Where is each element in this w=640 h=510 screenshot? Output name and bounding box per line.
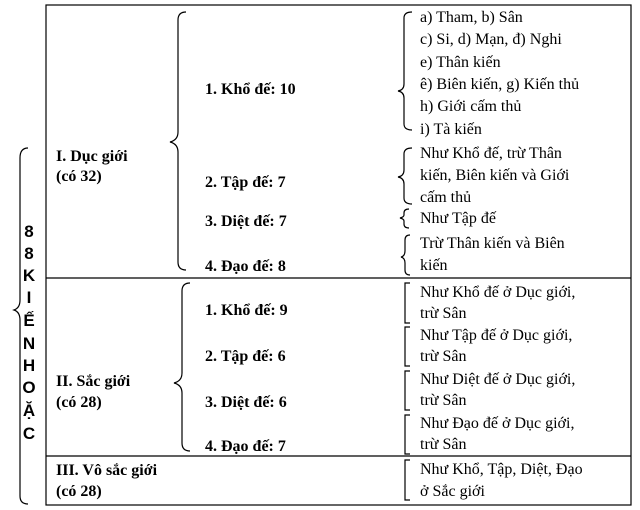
truth-label: 4. Đạo đế: 7 xyxy=(205,438,286,455)
root-letter: Ế xyxy=(23,311,35,330)
root-letter: N xyxy=(22,334,36,353)
detail-line: ê) Biên kiến, g) Kiến thủ xyxy=(420,76,580,93)
detail-line: trừ Sân xyxy=(420,436,467,453)
truth-label: 4. Đạo đế: 8 xyxy=(205,258,286,275)
detail-brace-4 xyxy=(401,235,410,275)
truth-label: 3. Diệt đế: 6 xyxy=(205,394,287,411)
root-letter: H xyxy=(22,356,36,375)
detail-line: trừ Sân xyxy=(420,392,467,409)
detail-bracket-7 xyxy=(405,371,410,410)
detail-line: e) Thân kiến xyxy=(420,54,501,71)
realm-1-name: I. Dục giới xyxy=(56,148,128,165)
detail-line: Như Diệt đế ở Dục giới, xyxy=(420,371,576,388)
realm-2-brace xyxy=(174,283,190,451)
root-letter: C xyxy=(22,424,36,443)
detail-line: ở Sắc giới xyxy=(420,483,485,500)
detail-line: Như Khổ đế ở Dục giới, xyxy=(420,284,576,301)
root-letter: I xyxy=(26,288,32,307)
detail-line: h) Giới cấm thủ xyxy=(420,98,522,115)
detail-brace-1 xyxy=(398,12,412,130)
truth-label: 1. Khổ đế: 9 xyxy=(205,302,288,319)
detail-bracket-5 xyxy=(405,283,410,323)
detail-line: c) Si, d) Mạn, đ) Nghi xyxy=(420,31,562,48)
detail-line: Trừ Thân kiến và Biên xyxy=(420,235,565,252)
truth-label: 2. Tập đế: 6 xyxy=(205,348,286,365)
realm-3-count: (có 28) xyxy=(56,483,102,500)
detail-line: Như Đạo đế ở Dục giới, xyxy=(420,415,575,432)
detail-line: i) Tà kiến xyxy=(420,121,482,138)
detail-line: trừ Sân xyxy=(420,348,467,365)
detail-line: Như Khổ đế, trừ Thân xyxy=(420,145,562,162)
root-letter: 8 xyxy=(24,222,34,241)
root-letter: K xyxy=(22,266,36,285)
realm-3-name: III. Vô sắc giới xyxy=(56,462,158,479)
detail-line: Như Tập đế ở Dục giới, xyxy=(420,327,573,344)
detail-line: Như Tập đế xyxy=(420,210,496,227)
detail-line: cấm thủ xyxy=(420,189,472,206)
truth-label: 2. Tập đế: 7 xyxy=(205,174,286,191)
root-letter: 8 xyxy=(24,244,34,263)
truth-label: 3. Diệt đế: 7 xyxy=(205,213,287,230)
detail-bracket-8 xyxy=(405,415,410,454)
realm-2-count: (có 28) xyxy=(56,394,102,411)
root-letter: Ặ xyxy=(22,401,36,420)
detail-line: a) Tham, b) Sân xyxy=(420,9,523,26)
realm-2-name: II. Sắc giới xyxy=(56,373,131,390)
realm-1-brace xyxy=(170,12,186,270)
detail-line: kiến xyxy=(420,257,448,274)
detail-line: trừ Sân xyxy=(420,305,467,322)
detail-bracket-6 xyxy=(405,327,410,366)
detail-brace-3 xyxy=(400,209,409,228)
truth-label: 1. Khổ đế: 10 xyxy=(205,81,296,98)
detail-bracket-9 xyxy=(405,460,410,500)
root-letter: O xyxy=(22,378,36,397)
detail-line: Như Khổ, Tập, Diệt, Đạo xyxy=(420,461,583,478)
detail-line: kiến, Biên kiến và Giới xyxy=(420,167,570,184)
detail-brace-2 xyxy=(398,148,412,204)
realm-1-count: (có 32) xyxy=(56,168,102,185)
